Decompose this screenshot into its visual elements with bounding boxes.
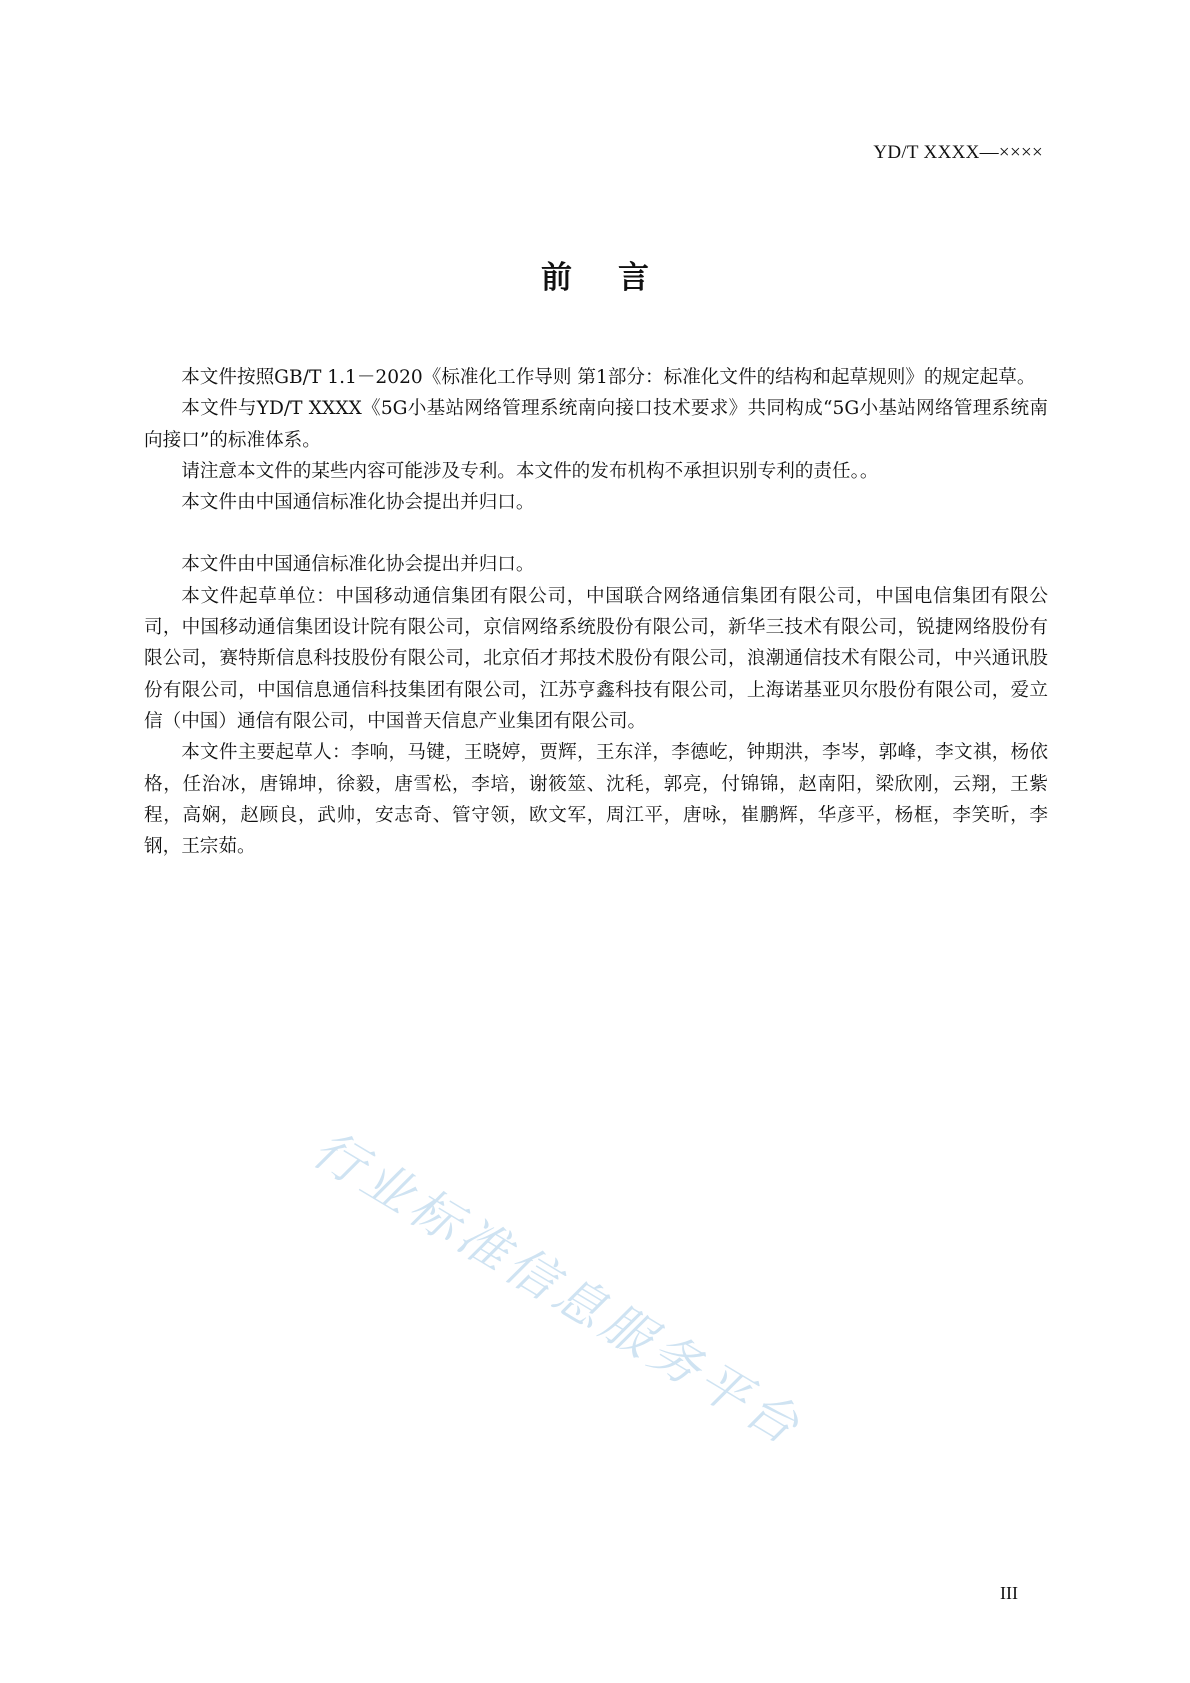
paragraph-drafting-units: 本文件起草单位：中国移动通信集团有限公司，中国联合网络通信集团有限公司，中国电信集团有限公司，中国移动通信集团设计院有限公司，京信网络系统股份有限公司，新华三技术有限公司，锐捷网络股份有限公司，赛特斯信息科技股份有限公司，北京佰才邦技术股份有限公司，浪潮通信技术有限公司，中兴通讯股份有限公司，中国信息通信科技集团有限公司，江苏亨鑫科技有限公司，上海诺基亚贝尔股份有限公司，爱立信（中国）通信有限公司，中国普天信息产业集团有限公司。 [144, 585, 1048, 732]
page-number: III [1000, 1583, 1018, 1603]
foreword-body [144, 362, 1048, 862]
paragraph-drafters: 本文件主要起草人：李响，马键，王晓婷，贾辉，王东洋，李德屹，钟期洪，李岑，郭峰，李文祺，杨依格，任治冰，唐锦坤，徐毅，唐雪松，李培，谢筱筮、沈秏，郭亮，付锦锦，赵南阳，梁欣刚，云翔，王紫程，高娴，赵顾良，武帅，安志奇、管守领，欧文军，周江平，唐咏，崔鹏辉，华彦平，杨框，李笑昕，李钢，王宗茹。 [144, 742, 1048, 858]
paragraph-standard-system: 本文件与YD/T XXXX《5G小基站网络管理系统南向接口技术要求》共同构成“5G小基站网络管理系统南向接口”的标准体系。 [144, 398, 1048, 451]
watermark: 行业标准信息服务平台 [303, 1119, 813, 1458]
paragraph-spacer [144, 518, 1048, 549]
paragraph-patent-notice: 请注意本文件的某些内容可能涉及专利。本文件的发布机构不承担识别专利的责任。。 [181, 460, 879, 482]
document-code: YD/T XXXX—×××× [873, 142, 1043, 163]
paragraph-proposer-repeat: 本文件由中国通信标准化协会提出并归口。 [181, 554, 535, 576]
paragraph-proposer: 本文件由中国通信标准化协会提出并归口。 [181, 492, 535, 514]
paragraph-drafting-rules: 本文件按照GB/T 1.1－2020《标准化工作导则 第1部分：标准化文件的结构和起草规则》的规定起草。 [181, 367, 1036, 388]
page-title: 前言 [541, 260, 695, 296]
